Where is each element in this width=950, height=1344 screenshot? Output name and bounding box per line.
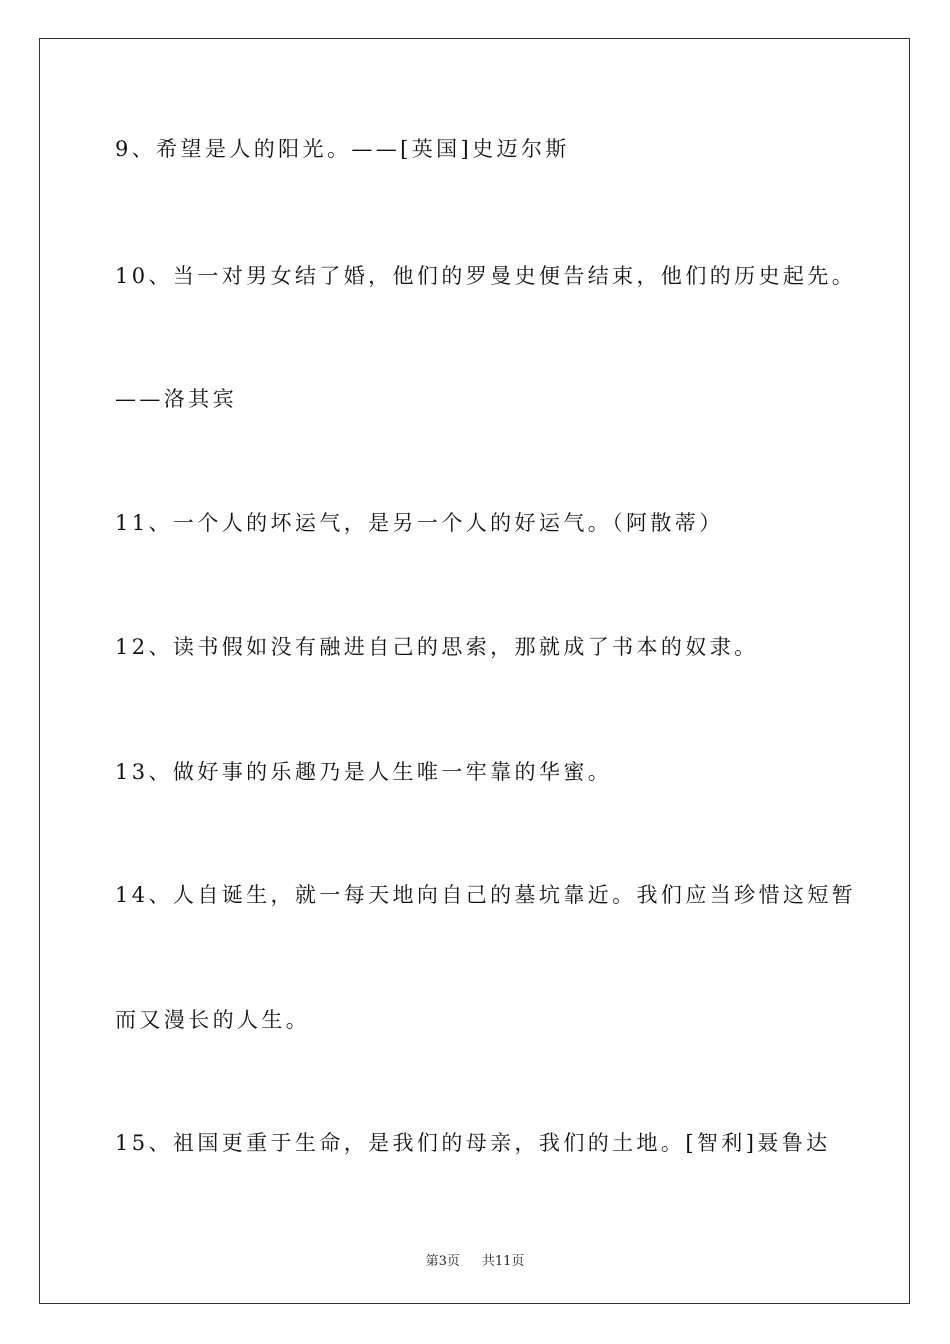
quote-line-13: 13、做好事的乐趣乃是人生唯一牢靠的华蜜。: [115, 760, 613, 784]
quote-line-12: 12、读书假如没有融进自己的思索，那就成了书本的奴隶。: [115, 635, 759, 659]
quote-line-9: 9、希望是人的阳光。——[英国]史迈尔斯: [115, 137, 570, 161]
page-border: [39, 38, 910, 1304]
quote-line-10-author: ——洛其宾: [115, 387, 237, 411]
quote-line-14-continued: 而又漫长的人生。: [115, 1008, 311, 1032]
page-number: 第3页: [425, 1254, 460, 1269]
quote-line-10: 10、当一对男女结了婚，他们的罗曼史便告结束，他们的历史起先。: [115, 264, 857, 288]
quote-line-11: 11、一个人的坏运气，是另一个人的好运气。（阿散蒂）: [115, 511, 724, 535]
page-footer: [0, 1250, 950, 1269]
page-total: 共11页: [481, 1254, 525, 1269]
quote-line-15: 15、祖国更重于生命，是我们的母亲，我们的土地。[智利]聂鲁达: [115, 1131, 831, 1155]
quote-line-14: 14、人自诞生，就一每天地向自己的墓坑靠近。我们应当珍惜这短暂: [115, 883, 857, 907]
